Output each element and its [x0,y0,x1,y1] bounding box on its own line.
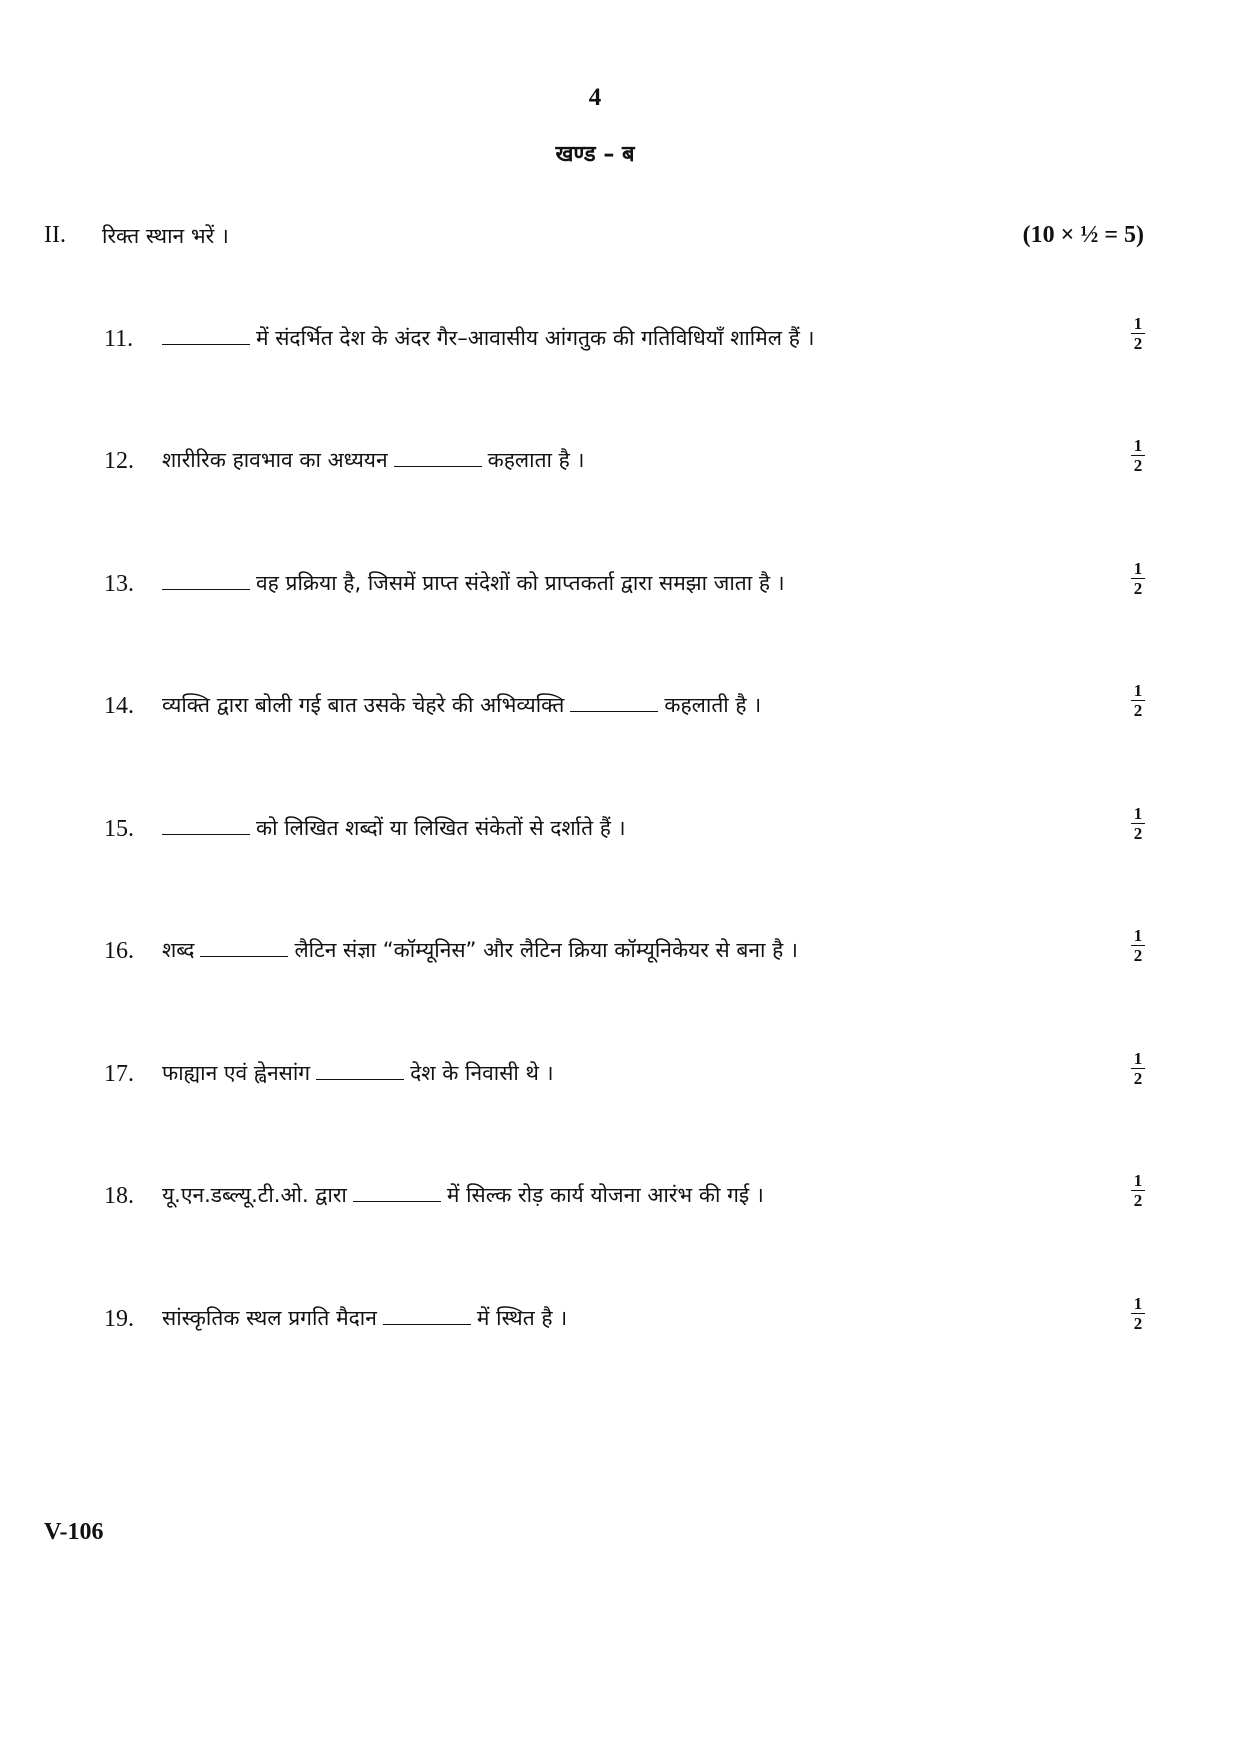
question-number: 17. [104,1061,134,1087]
marks-denominator: 2 [1133,456,1143,475]
answer-blank [162,569,250,590]
question-text-after: में सिल्क रोड़ कार्य योजना आरंभ की गई । [446,1183,764,1207]
answer-blank [383,1304,471,1325]
question-number: 18. [104,1183,134,1209]
question-11 [104,314,1150,362]
question-13 [104,559,1150,607]
question-marks [1126,681,1150,720]
section-number: II. [44,222,66,248]
question-text [162,936,798,964]
question-text [162,1059,554,1087]
answer-blank [316,1059,404,1080]
question-marks [1126,559,1150,598]
section-instruction: रिक्त स्थान भरें । [102,224,229,248]
marks-numerator: 1 [1131,804,1145,824]
question-18 [104,1171,1150,1219]
question-marks [1126,314,1150,353]
question-14 [104,681,1150,729]
marks-denominator: 2 [1133,334,1143,353]
marks-numerator: 1 [1131,1294,1145,1314]
question-marks [1126,1294,1150,1333]
section-title: खण्ड – ब [555,142,635,167]
question-number: 15. [104,816,134,842]
marks-denominator: 2 [1133,824,1143,843]
marks-denominator: 2 [1133,1191,1143,1210]
answer-blank [162,324,250,345]
question-number: 19. [104,1306,134,1332]
question-text-before: सांस्कृतिक स्थल प्रगति मैदान [162,1306,377,1330]
marks-numerator: 1 [1131,559,1145,579]
question-text [162,324,814,352]
answer-blank [353,1181,441,1202]
marks-numerator: 1 [1131,1049,1145,1069]
marks-denominator: 2 [1133,701,1143,720]
question-text-after: लैटिन संज्ञा “कॉम्यूनिस” और लैटिन क्रिया कॉम्यूनिकेयर से बना है । [294,938,798,962]
question-text [162,691,761,719]
marks-numerator: 1 [1131,1171,1145,1191]
footer-code: V-106 [44,1519,104,1545]
question-15 [104,804,1150,852]
question-number: 11. [104,326,134,352]
marks-denominator: 2 [1133,1314,1143,1333]
marks-numerator: 1 [1131,436,1145,456]
question-number: 16. [104,938,134,964]
section-header [44,222,1144,256]
question-text [162,814,626,842]
question-text-before: शारीरिक हावभाव का अध्ययन [162,448,388,472]
question-number: 14. [104,693,134,719]
marks-numerator: 1 [1131,681,1145,701]
question-text-after: कहलाती है । [664,693,762,717]
question-text-before: यू.एन.डब्ल्यू.टी.ओ. द्वारा [162,1183,347,1207]
question-number: 13. [104,571,134,597]
marks-numerator: 1 [1131,314,1145,334]
question-marks [1126,1171,1150,1210]
answer-blank [162,814,250,835]
marks-denominator: 2 [1133,1069,1143,1088]
question-text-after: कहलाता है । [487,448,585,472]
question-marks [1126,1049,1150,1088]
question-text-after: में संदर्भित देश के अंदर गैर–आवासीय आंगतुक की गतिविधियाँ शामिल हैं । [256,326,815,350]
question-marks [1126,436,1150,475]
section-marks: (10 × ½ = 5) [1022,222,1144,248]
marks-denominator: 2 [1133,579,1143,598]
question-marks [1126,804,1150,843]
question-text-before: व्यक्ति द्वारा बोली गई बात उसके चेहरे की अभिव्यक्ति [162,693,565,717]
answer-blank [200,936,288,957]
question-16 [104,926,1150,974]
answer-blank [394,446,482,467]
question-text [162,1304,567,1332]
question-17 [104,1049,1150,1097]
answer-blank [570,691,658,712]
question-12 [104,436,1150,484]
question-19 [104,1294,1150,1342]
question-text-after: देश के निवासी थे । [410,1061,554,1085]
question-text-after: में स्थित है । [476,1306,568,1330]
question-text-after: को लिखित शब्दों या लिखित संकेतों से दर्शाते हैं । [256,816,626,840]
question-text-before: फाह्यान एवं ह्वेनसांग [162,1061,311,1085]
question-text [162,446,584,474]
marks-numerator: 1 [1131,926,1145,946]
marks-denominator: 2 [1133,946,1143,965]
question-marks [1126,926,1150,965]
question-text [162,569,785,597]
question-text [162,1181,764,1209]
page-number: 4 [588,84,602,111]
question-text-before: शब्द [162,938,195,962]
question-number: 12. [104,448,134,474]
question-text-after: वह प्रक्रिया है, जिसमें प्राप्त संदेशों को प्राप्तकर्ता द्वारा समझा जाता है । [256,571,785,595]
